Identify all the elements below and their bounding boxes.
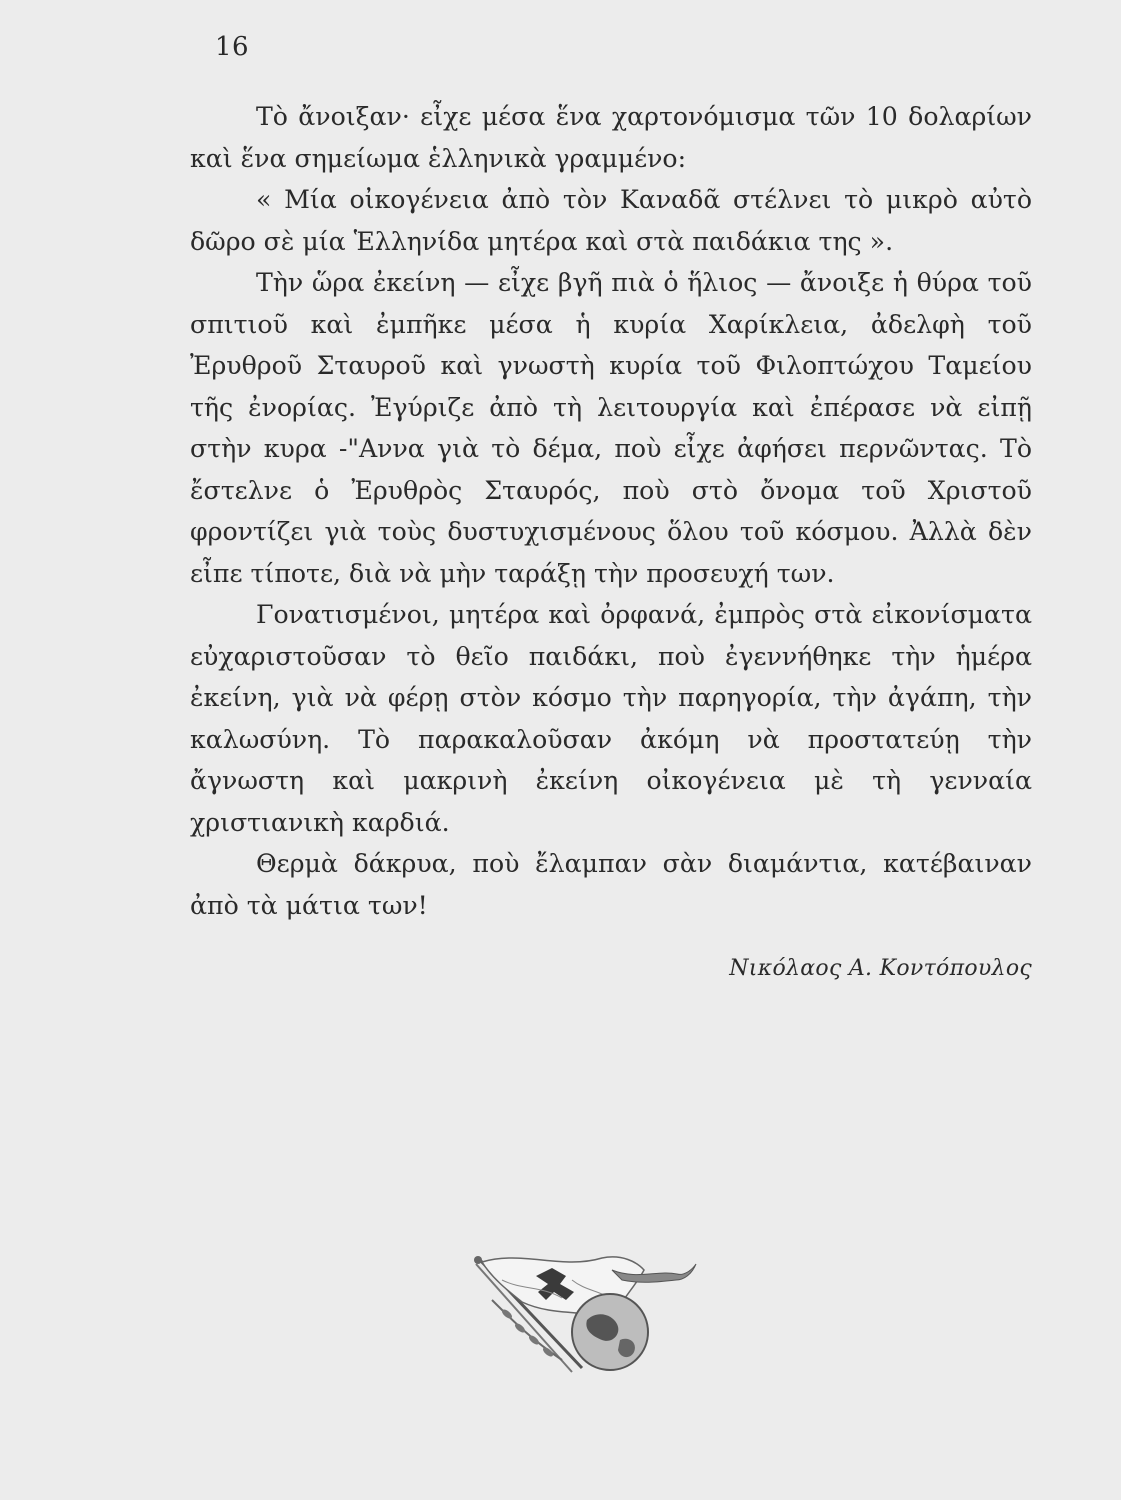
paragraph-tears: Θερμὰ δάκρυα, ποὺ ἔλαμπαν σὰν διαμάντια, κατέβαιναν ἀπὸ τὰ μάτια των! bbox=[190, 849, 1032, 920]
body-text bbox=[190, 96, 1032, 926]
flag-and-globe-icon bbox=[462, 1240, 702, 1380]
paragraph-prayer: Γονατισμένοι, μητέρα καὶ ὀρφανά, ἐμπρὸς στὰ εἰκονίσματα εὐχαριστοῦσαν τὸ θεῖο παιδάκι, ποὺ ἐγεννήθηκε τὴν ἡμέρα ἐκείνη, γιὰ νὰ φέρῃ στὸν κόσμο τὴν παρηγορία, τὴν ἀγάπη, τὴν καλωσύνη. Τὸ παρακαλοῦσαν ἀκόμη νὰ προστατεύῃ τὴν ἄγνωστη καὶ μακρινὴ ἐκείνη οἰκογένεια μὲ τὴ γενναία χριστιανικὴ καρδιά. bbox=[190, 600, 1032, 837]
author-signature: Νικόλαος Α. Κοντόπουλος bbox=[729, 956, 1032, 981]
page-number: 16 bbox=[215, 32, 250, 62]
paragraph-opening: Τὸ ἄνοιξαν· εἶχε μέσα ἕνα χαρτονόμισμα τῶν 10 δολαρίων καὶ ἕνα σημείωμα ἑλληνικὰ γραμμένο: bbox=[190, 102, 1032, 173]
paragraph-quote: « Μία οἰκογένεια ἀπὸ τὸν Καναδᾶ στέλνει τὸ μικρὸ αὐτὸ δῶρο σὲ μία Ἑλληνίδα μητέρα καὶ στὰ παιδάκια της ». bbox=[190, 185, 1032, 256]
paragraph-visit: Τὴν ὥρα ἐκείνη — εἶχε βγῆ πιὰ ὁ ἥλιος — ἄνοιξε ἡ θύρα τοῦ σπιτιοῦ καὶ ἐμπῆκε μέσα ἡ κυρία Χαρίκλεια, ἀδελφὴ τοῦ Ἐρυθροῦ Σταυροῦ καὶ γνωστὴ κυρία τοῦ Φιλοπτώχου Ταμείου τῆς ἐνορίας. Ἐγύριζε ἀπὸ τὴ λειτουργία καὶ ἐπέρασε νὰ εἰπῇ στὴν κυρα -"Αννα γιὰ τὸ δέμα, ποὺ εἶχε ἀφήσει περνῶντας. Τὸ ἔστελνε ὁ Ἐρυθρὸς Σταυρός, ποὺ στὸ ὄνομα τοῦ Χριστοῦ φροντίζει γιὰ τοὺς δυστυχισμένους ὅλου τοῦ κόσμου. Ἀλλὰ δὲν εἶπε τίποτε, διὰ νὰ μὴν ταράξῃ τὴν προσευχή των. bbox=[190, 268, 1032, 588]
